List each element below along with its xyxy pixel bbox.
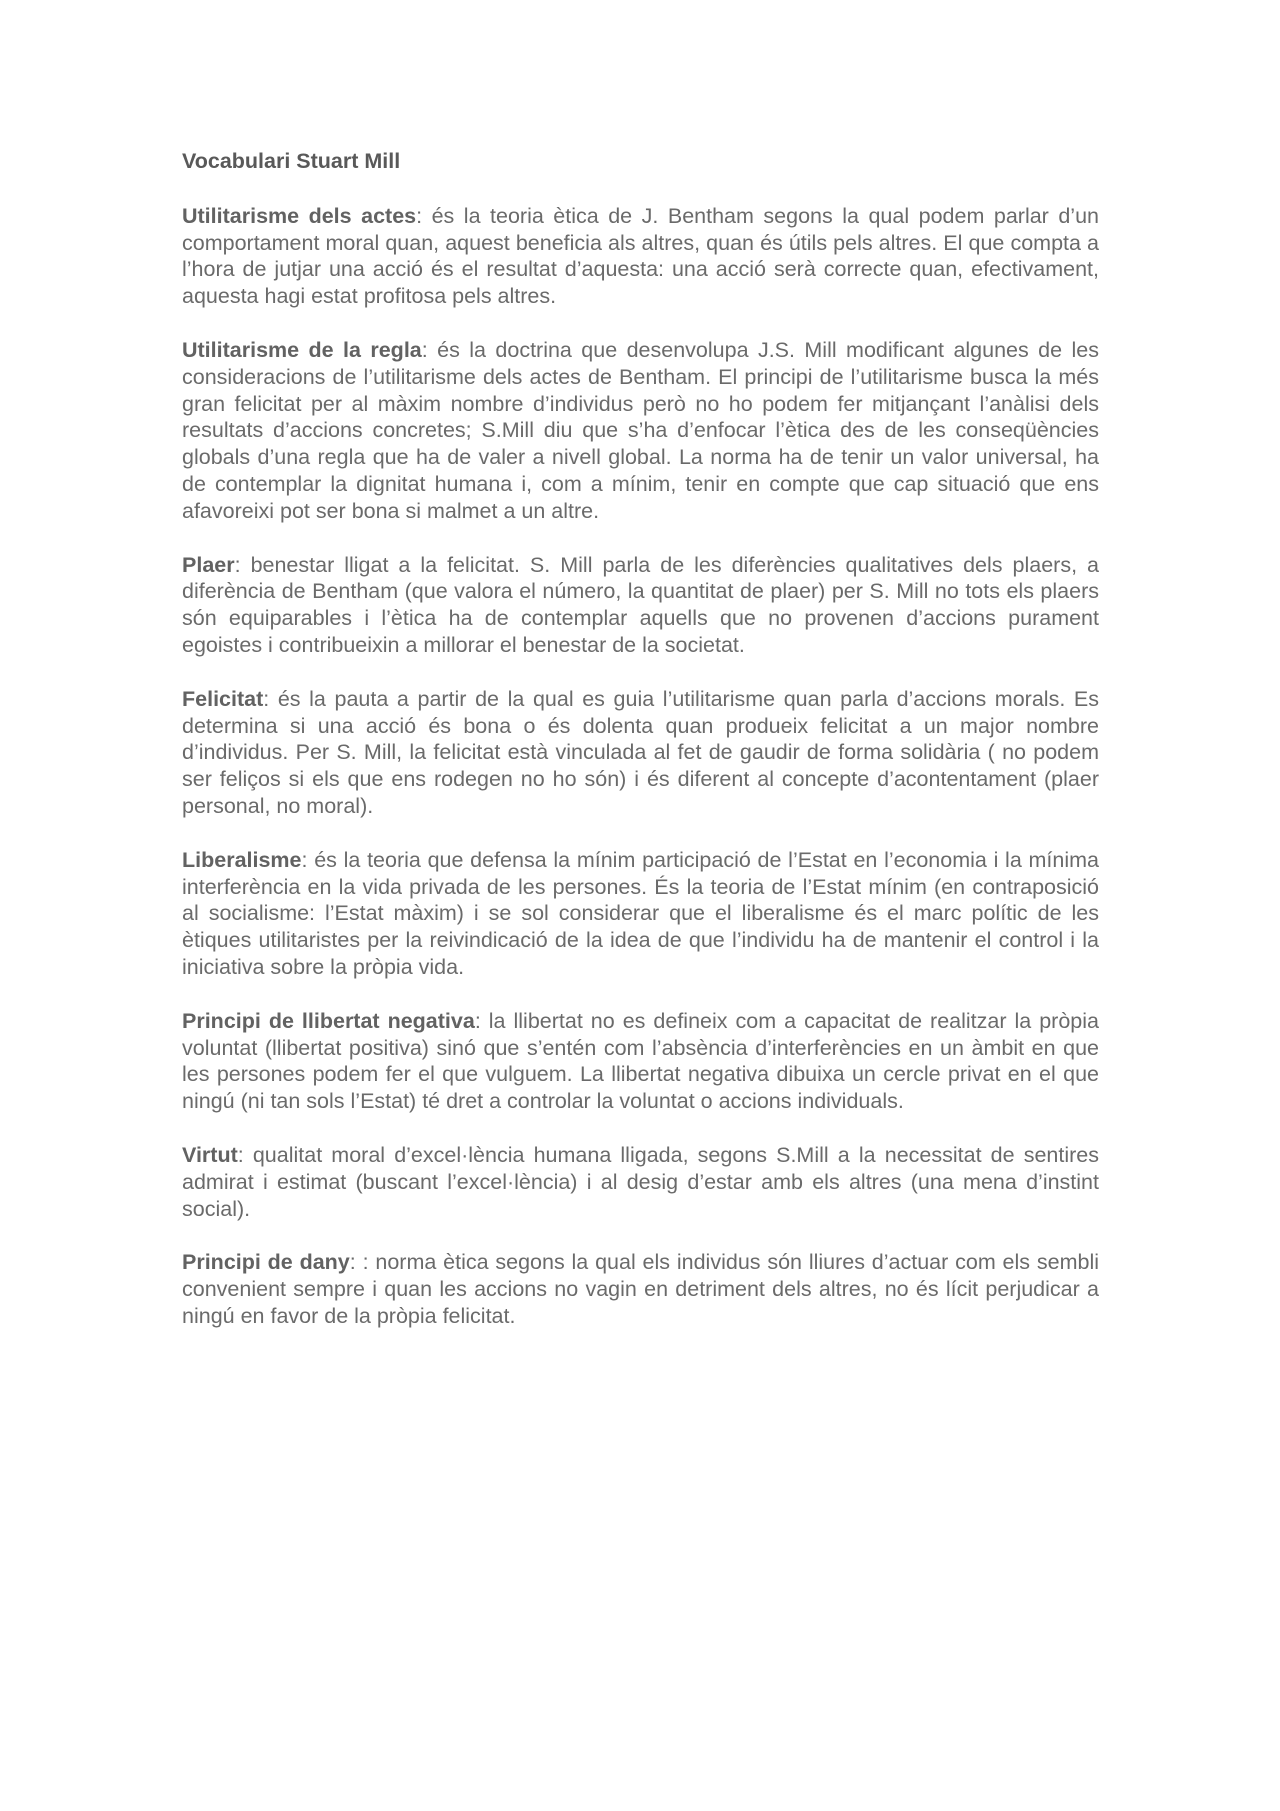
entry-term: Principi de dany — [182, 1250, 350, 1275]
entry-virtut — [182, 1142, 1099, 1222]
entry-principi-de-llibertat-negativa — [182, 1008, 1099, 1115]
document-page — [182, 148, 1099, 1357]
entry-plaer — [182, 552, 1099, 659]
entry-principi-de-dany — [182, 1249, 1099, 1329]
entry-definition: : qualitat moral d’excel·lència humana lligada, segons S.Mill a la necessitat de sentires admirat i estimat (buscant l’excel·lència) i al desig d’estar amb els altres (una mena d’instint social). — [182, 1142, 1099, 1221]
entry-definition: : benestar lligat a la felicitat. S. Mill parla de les diferències qualitatives dels plaers, a diferència de Bentham (que valora el número, la quantitat de plaer) per S. Mill no tots els plaers són equiparables i l’ètica ha de contemplar aquells que no provenen d’accions purament egoistes i contribueixin a millorar el benestar de la societat. — [182, 552, 1099, 657]
entry-definition: : és la pauta a partir de la qual es guia l’utilitarisme quan parla d’accions morals. Es determina si una acció és bona o és dolenta quan produeix felicitat a un major nombre d’individus. Per S. Mill, la felicitat està vinculada al fet de gaudir de forma solidària ( no podem ser feliços si els que ens rodegen no ho són) i és diferent al concepte d’acontentament (plaer personal, no moral). — [182, 686, 1099, 818]
entry-term: Felicitat — [182, 686, 264, 711]
entry-liberalisme — [182, 847, 1099, 981]
entry-term: Utilitarisme dels actes — [182, 203, 417, 228]
entry-term: Utilitarisme de la regla — [182, 337, 422, 362]
entry-felicitat — [182, 686, 1099, 820]
entry-definition: : la llibertat no es defineix com a capacitat de realitzar la pròpia voluntat (llibertat positiva) sinó que s’entén com l’absència d’interferències en un àmbit en que les persones podem fer el que vulguem. La llibertat negativa dibuixa un cercle privat en el que ningú (ni tan sols l’Estat) té dret a controlar la voluntat o accions individuals. — [182, 1008, 1099, 1114]
entry-utilitarisme-dels-actes — [182, 203, 1099, 310]
entry-definition: : és la teoria que defensa la mínim participació de l’Estat en l’economia i la mínima interferència en la vida privada de les persones. És la teoria de l’Estat mínim (en contraposició al socialisme: l’Estat màxim) i se sol considerar que el liberalisme és el marc polític de les ètiques utilitaristes per la reivindicació de la idea de que l’individu ha de mantenir el control i la iniciativa sobre la pròpia vida. — [182, 847, 1099, 979]
entry-term: Virtut — [182, 1142, 238, 1167]
entry-definition: : : norma ètica segons la qual els individus són lliures d’actuar com els sembli convenient sempre i quan les accions no vagin en detriment dels altres, no és lícit perjudicar a ningú en favor de la pròpia felicitat. — [182, 1250, 1099, 1328]
entry-definition: : és la doctrina que desenvolupa J.S. Mill modificant algunes de les consideracions de l’utilitarisme dels actes de Bentham. El principi de l’utilitarisme busca la més gran felicitat per al màxim nombre d’individus però no ho podem fer mitjançant l’anàlisi dels resultats d’accions concretes; S.Mill diu que s’ha d’enfocar l’ètica des de les conseqüències globals d’una regla que ha de valer a nivell global. La norma ha de tenir un valor universal, ha de contemplar la dignitat humana i, com a mínim, tenir en compte que cap situació que ens afavoreixi pot ser bona si malmet a un altre. — [182, 337, 1099, 523]
document-title: Vocabulari Stuart Mill — [182, 149, 401, 173]
entry-utilitarisme-de-la-regla — [182, 337, 1099, 525]
entry-term: Liberalisme — [182, 847, 302, 872]
entry-definition: : és la teoria ètica de J. Bentham segons la qual podem parlar d’un comportament moral quan, aquest beneficia als altres, quan és útils pels altres. El que compta a l’hora de jutjar una acció és el resultat d’aquesta: una acció serà correcte quan, efectivament, aquesta hagi estat profitosa pels altres. — [182, 203, 1099, 309]
entry-term: Principi de llibertat negativa — [182, 1008, 475, 1033]
entry-term: Plaer — [182, 552, 235, 577]
